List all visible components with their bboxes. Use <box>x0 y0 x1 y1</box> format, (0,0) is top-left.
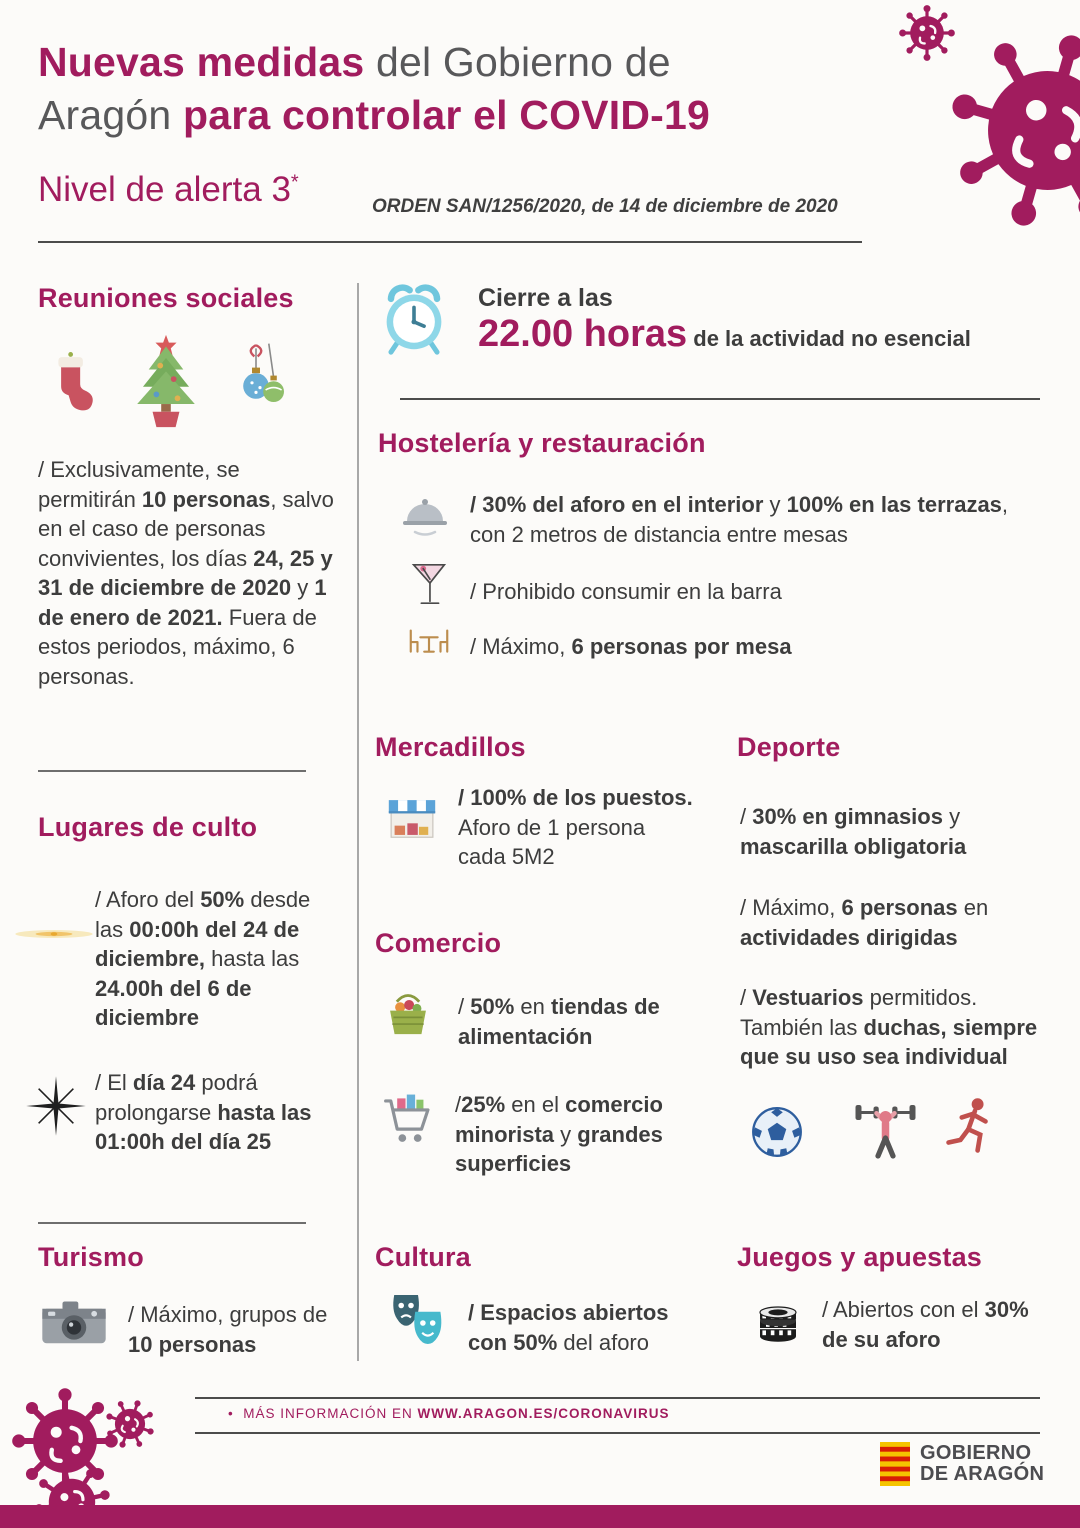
bullet: • <box>228 1406 234 1421</box>
deporte-item-actividades <box>740 893 1045 952</box>
section-title-reuniones: Reuniones sociales <box>38 283 294 313</box>
text-segment: / Prohibido consumir en la barra <box>470 579 782 604</box>
text-segment: hasta las <box>205 946 300 971</box>
christmas-tree-icon <box>118 330 214 432</box>
text-segment: 00:00h del 24 de diciembre, <box>95 916 300 971</box>
text-segment: / El <box>95 1070 133 1095</box>
text-segment: / 100% de los puestos. <box>458 785 693 810</box>
comercio-item-alimentacion <box>458 992 698 1051</box>
text-segment: Fuera de estos periodos, máximo, 6 personas. <box>38 604 317 689</box>
text-segment: 24.00h del 6 de diciembre <box>95 975 252 1030</box>
section-title-hosteleria: Hostelería y restauración <box>378 428 706 458</box>
coronavirus-url[interactable]: WWW.ARAGON.ES/CORONAVIRUS <box>417 1406 670 1421</box>
section-title-turismo: Turismo <box>38 1242 144 1272</box>
text-segment: 6 personas por mesa <box>571 634 792 659</box>
logo-line2: DE ARAGÓN <box>920 1463 1045 1485</box>
alarm-clock-icon <box>378 282 450 356</box>
text-segment: / 30% del aforo en el interior <box>470 492 764 517</box>
title-rest-2: Aragón <box>38 92 184 138</box>
text-segment: desde las <box>95 887 311 942</box>
text-segment: y <box>554 1121 578 1147</box>
footer-rule-bottom <box>195 1432 1040 1434</box>
reuniones-paragraph <box>38 455 334 691</box>
text-segment: y <box>291 575 315 600</box>
text-segment: / Aforo del <box>95 887 201 912</box>
text-segment: / Máximo, grupos de <box>128 1302 328 1327</box>
text-segment: Vestuarios <box>752 985 864 1010</box>
alert-level-text: Nivel de alerta 3 <box>38 170 291 209</box>
deporte-item-gimnasios <box>740 802 1045 861</box>
text-segment: / <box>740 804 753 829</box>
text-segment: / <box>740 985 753 1010</box>
theater-masks-icon <box>383 1285 453 1361</box>
text-segment: en el <box>505 1092 566 1117</box>
deporte-item-vestuarios <box>740 983 1050 1072</box>
comercio-item-minorista <box>455 1090 705 1179</box>
runner-icon <box>938 1090 1004 1166</box>
header-rule <box>38 241 862 243</box>
closure-rule <box>400 398 1040 400</box>
closure-notice <box>478 284 1053 356</box>
food-basket-icon <box>380 985 436 1043</box>
text-segment: 30% en gimnasios <box>752 804 943 829</box>
culto-item-aforo <box>95 885 340 1033</box>
text-segment: y <box>942 804 961 829</box>
hosteleria-item-barra <box>470 577 1030 607</box>
text-segment: duchas, siempre que su uso sea individual <box>740 1014 1038 1069</box>
text-segment: , con 2 metros de distancia entre mesas <box>470 492 1009 547</box>
weightlifter-icon <box>848 1093 923 1168</box>
text-segment: 100% en las terrazas <box>786 492 1002 517</box>
text-segment: mascarilla obligatoria <box>740 833 967 859</box>
hosteleria-item-mesa <box>470 632 1030 662</box>
text-segment: , salvo en el caso de personas convivientes, los días <box>38 486 334 571</box>
text-segment: 1 de enero de 2021. <box>38 575 327 630</box>
text-segment: 10 personas <box>128 1331 257 1357</box>
turismo-item <box>128 1300 333 1359</box>
title-accent-2: para controlar el COVID-19 <box>183 92 710 138</box>
section-title-deporte: Deporte <box>737 732 841 762</box>
text-segment: 30% de su aforo <box>822 1297 1029 1352</box>
closure-rest: de la actividad no esencial <box>687 326 971 351</box>
gobierno-aragon-logo <box>880 1442 1044 1486</box>
text-segment: / <box>455 1092 462 1117</box>
text-segment: Aforo de 1 persona cada 5M2 <box>458 814 646 869</box>
poker-chips-icon <box>748 1288 808 1356</box>
text-segment: / Exclusivamente, se permitirán <box>38 457 240 512</box>
section-title-comercio: Comercio <box>375 928 502 958</box>
market-stall-icon <box>383 790 441 852</box>
divider <box>38 770 306 772</box>
text-segment: 24, 25 y 31 de diciembre de 2020 <box>38 545 333 600</box>
text-segment: 10 personas <box>141 486 271 512</box>
more-info-line <box>228 1406 670 1421</box>
text-segment: / Abiertos con el <box>822 1297 985 1322</box>
star-sparkle-icon <box>25 1075 87 1137</box>
candle-glow-icon <box>12 912 96 956</box>
divider <box>38 1222 306 1224</box>
cocktail-glass-icon <box>405 548 453 620</box>
text-segment: en <box>514 994 551 1019</box>
text-segment: del aforo <box>557 1329 649 1355</box>
page-title <box>38 36 710 142</box>
order-reference: ORDEN SAN/1256/2020, de 14 de diciembre de 2020 <box>372 196 838 217</box>
section-title-culto: Lugares de culto <box>38 812 258 842</box>
table-and-chairs-icon <box>400 620 458 668</box>
christmas-ornaments-icon <box>224 336 304 428</box>
footer-rule-top <box>195 1397 1040 1399</box>
text-segment: hasta las 01:00h del día 25 <box>95 1099 312 1154</box>
info-prefix: MÁS INFORMACIÓN EN <box>243 1406 418 1421</box>
shopping-cart-icon <box>378 1085 442 1163</box>
section-title-juegos: Juegos y apuestas <box>737 1242 983 1272</box>
logo-line1: GOBIERNO <box>920 1442 1032 1464</box>
text-segment: 50% <box>470 994 515 1019</box>
closure-time: 22.00 horas <box>478 313 688 355</box>
section-title-cultura: Cultura <box>375 1242 471 1272</box>
alert-asterisk: * <box>290 171 299 194</box>
text-segment: y <box>763 492 787 517</box>
aragon-flag-icon <box>880 1442 910 1486</box>
text-segment: comercio minorista <box>455 1092 663 1147</box>
text-segment: 6 personas <box>841 895 958 920</box>
serving-dish-icon <box>398 490 452 540</box>
text-segment: podrá prolongarse <box>95 1070 258 1125</box>
text-segment: tiendas de alimentación <box>458 994 660 1049</box>
text-segment: / Máximo, <box>470 634 572 659</box>
text-segment: actividades dirigidas <box>740 924 958 950</box>
christmas-stocking-icon <box>38 342 106 424</box>
logo-text <box>920 1443 1044 1485</box>
virus-icon-small-top <box>898 4 956 62</box>
text-segment: / <box>458 994 471 1019</box>
text-segment: 25% <box>461 1092 506 1117</box>
text-segment: 50% <box>200 887 245 912</box>
bottom-accent-bar <box>0 1505 1080 1528</box>
text-segment: grandes superficies <box>455 1121 663 1176</box>
culto-item-dia24 <box>95 1068 335 1157</box>
text-segment: día 24 <box>132 1070 196 1095</box>
alert-level <box>38 170 299 210</box>
title-rest-1: del Gobierno de <box>364 39 671 85</box>
column-divider <box>357 283 359 1361</box>
text-segment: en <box>957 895 989 920</box>
hosteleria-item-aforo <box>470 490 1035 549</box>
juegos-item <box>822 1295 1044 1354</box>
text-segment: / Espacios abiertos con 50% <box>468 1300 669 1355</box>
mercadillos-item <box>458 783 693 872</box>
text-segment: permitidos. También las <box>740 985 978 1040</box>
text-segment: / Máximo, <box>740 895 842 920</box>
cultura-item <box>468 1298 708 1357</box>
camera-icon <box>30 1290 118 1362</box>
soccer-ball-icon <box>748 1103 806 1161</box>
closure-line1: Cierre a las <box>478 284 613 312</box>
section-title-mercadillos: Mercadillos <box>375 732 526 762</box>
title-accent-1: Nuevas medidas <box>38 39 365 85</box>
